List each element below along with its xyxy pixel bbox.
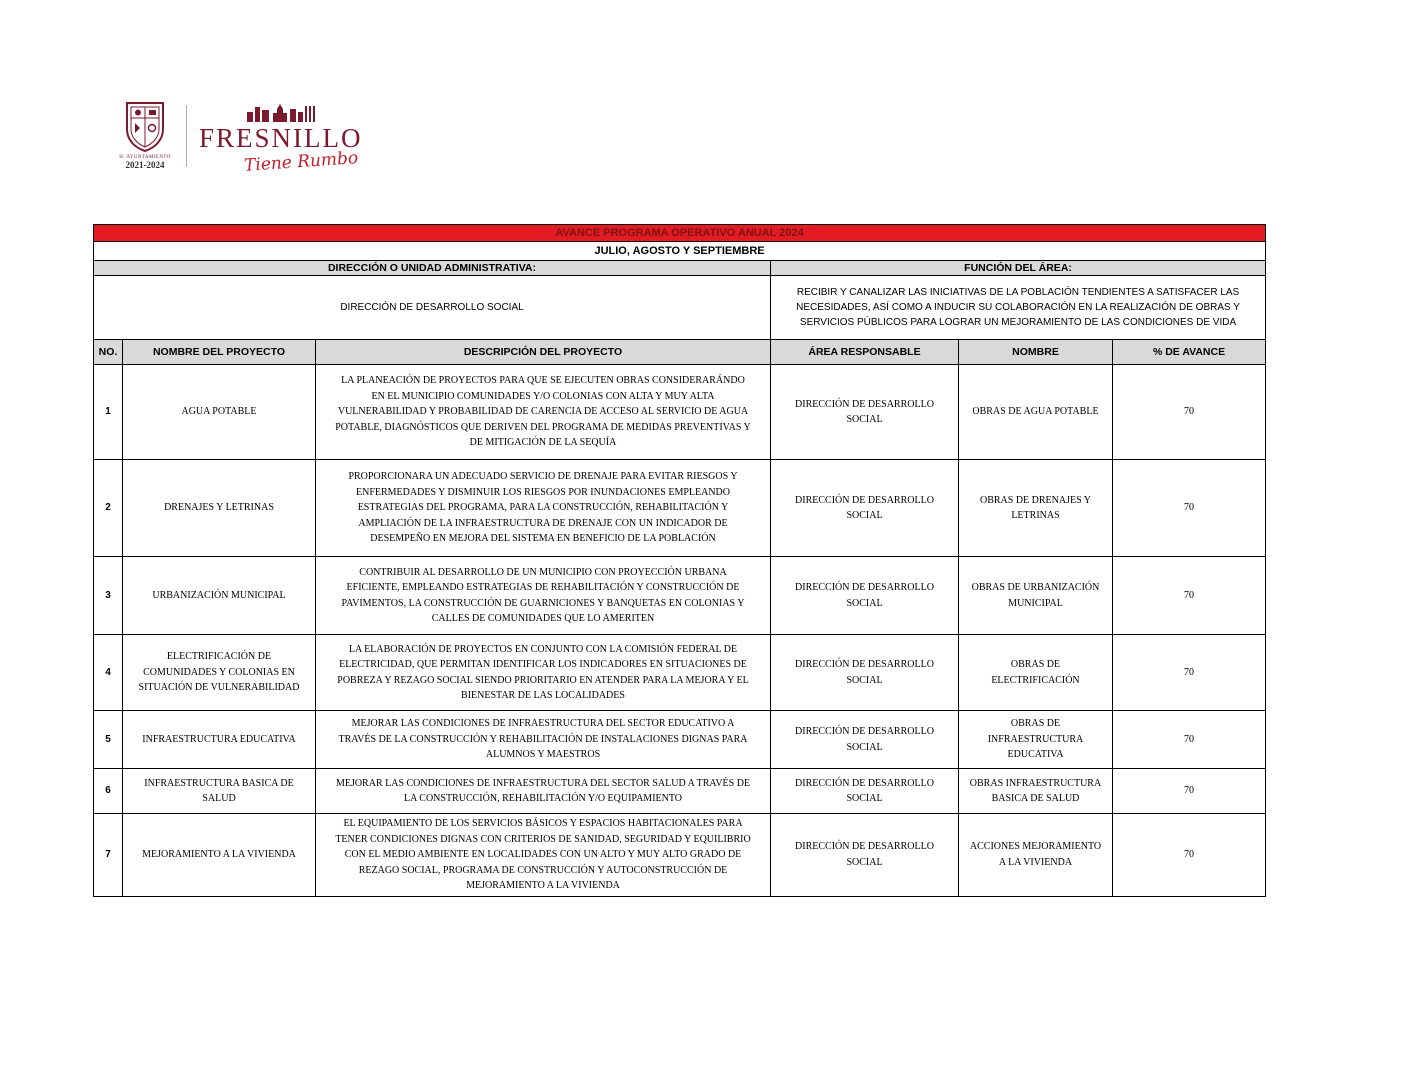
row-number: 6 bbox=[94, 769, 123, 814]
coat-of-arms bbox=[116, 101, 174, 170]
table-row bbox=[94, 557, 1266, 635]
row-description: MEJORAR LAS CONDICIONES DE INFRAESTRUCTURA DEL SECTOR SALUD A TRAVÉS DE LA CONSTRUCCIÓN, REHABILITACIÓN Y/O EQUIPAMIENTO bbox=[316, 769, 771, 814]
row-description: PROPORCIONARA UN ADECUADO SERVICIO DE DRENAJE PARA EVITAR RIESGOS Y ENFERMEDADES Y DISMINUIR LOS RIESGOS POR INUNDACIONES EMPLEANDO ESTRATEGIAS DEL PROGRAMA, PARA LA CONSTRUCCIÓN, REHABILITACIÓN Y AMPLIACIÓN DE LA INFRAESTRUCTURA DE DRENAJE CON UN INDICADOR DE DESEMPEÑO EN MEJORA DEL SISTEMA EN BENEFICIO DE LA POBLACIÓN bbox=[316, 460, 771, 557]
row-description: CONTRIBUIR AL DESARROLLO DE UN MUNICIPIO CON PROYECCIÓN URBANA EFICIENTE, EMPLEANDO ESTRATEGIAS DE REHABILITACIÓN Y CONSTRUCCIÓN DE PAVIMENTOS, LA CONSTRUCCIÓN DE GUARNICIONES Y BANQUETAS EN COLONIAS Y CALLES DE COMUNIDADES QUE LO AMERITEN bbox=[316, 557, 771, 635]
row-area: DIRECCIÓN DE DESARROLLO SOCIAL bbox=[771, 635, 959, 711]
row-progress: 70 bbox=[1113, 557, 1266, 635]
row-progress: 70 bbox=[1113, 769, 1266, 814]
row-area: DIRECCIÓN DE DESARROLLO SOCIAL bbox=[771, 365, 959, 460]
row-obra-name: OBRAS DE DRENAJES Y LETRINAS bbox=[959, 460, 1113, 557]
skyline-icon bbox=[245, 100, 317, 124]
column-header-no: NO. bbox=[94, 340, 123, 365]
section-label-row bbox=[94, 261, 1266, 276]
row-number: 3 bbox=[94, 557, 123, 635]
column-header-avance: % DE AVANCE bbox=[1113, 340, 1266, 365]
column-header-nombre: NOMBRE bbox=[959, 340, 1113, 365]
municipal-logo bbox=[116, 100, 363, 176]
admin-unit-label: DIRECCIÓN O UNIDAD ADMINISTRATIVA: bbox=[94, 261, 771, 276]
row-project-name: AGUA POTABLE bbox=[123, 365, 316, 460]
period-row bbox=[94, 242, 1266, 261]
row-description: LA ELABORACIÓN DE PROYECTOS EN CONJUNTO CON LA COMISIÓN FEDERAL DE ELECTRICIDAD, QUE PERMITAN IDENTIFICAR LOS INDICADORES EN SITUACIONES DE POBREZA Y REZAGO SOCIAL SIENDO PRIORITARIO EN ATENDER PARA LA MEJORA Y EL BIENESTAR DE LAS LOCALIDADES bbox=[316, 635, 771, 711]
brand-name: FRESNILLO bbox=[199, 123, 363, 153]
poa-report-table bbox=[93, 224, 1266, 897]
row-description: EL EQUIPAMIENTO DE LOS SERVICIOS BÁSICOS Y ESPACIOS HABITACIONALES PARA TENER CONDICIONES DIGNAS CON CRITERIOS DE SANIDAD, SEGURIDAD Y EQUILIBRIO CON EL MEDIO AMBIENTE EN LOCALIDADES CON UN ALTO Y MUY ALTO GRADO DE REZAGO SOCIAL, PROGRAMA DE CONSTRUCCIÓN Y AUTOCONSTRUCCIÓN DE MEJORAMIENTO A LA VIVIENDA bbox=[316, 814, 771, 897]
row-project-name: ELECTRIFICACIÓN DE COMUNIDADES Y COLONIAS EN SITUACIÓN DE VULNERABILIDAD bbox=[123, 635, 316, 711]
row-number: 1 bbox=[94, 365, 123, 460]
row-progress: 70 bbox=[1113, 635, 1266, 711]
row-description: MEJORAR LAS CONDICIONES DE INFRAESTRUCTURA DEL SECTOR EDUCATIVO A TRAVÉS DE LA CONSTRUCCIÓN Y REHABILITACIÓN DE INSTALACIONES DIGNAS PARA ALUMNOS Y MAESTROS bbox=[316, 711, 771, 769]
row-area: DIRECCIÓN DE DESARROLLO SOCIAL bbox=[771, 557, 959, 635]
coat-of-arms-icon bbox=[123, 101, 167, 153]
row-description: LA PLANEACIÓN DE PROYECTOS PARA QUE SE EJECUTEN OBRAS CONSIDERARÁNDO EN EL MUNICIPIO COMUNIDADES Y/O COLONIAS CON ALTA Y MUY ALTA VULNERABILIDAD Y PROBABILIDAD DE CARENCIA DE ACCESO AL SERVICIO DE AGUA POTABLE, DIAGNÓSTICOS QUE DERIVEN DEL PROGRAMA DE MEDIDAS PREVENTIVAS Y DE MITIGACIÓN DE LA SEQUÍA bbox=[316, 365, 771, 460]
crest-years: 2021-2024 bbox=[125, 160, 165, 170]
row-obra-name: OBRAS INFRAESTRUCTURA BASICA DE SALUD bbox=[959, 769, 1113, 814]
row-project-name: DRENAJES Y LETRINAS bbox=[123, 460, 316, 557]
column-header-area: ÁREA RESPONSABLE bbox=[771, 340, 959, 365]
row-number: 5 bbox=[94, 711, 123, 769]
report-period: JULIO, AGOSTO Y SEPTIEMBRE bbox=[94, 242, 1266, 261]
admin-unit-value: DIRECCIÓN DE DESARROLLO SOCIAL bbox=[94, 276, 771, 340]
row-area: DIRECCIÓN DE DESARROLLO SOCIAL bbox=[771, 814, 959, 897]
row-project-name: MEJORAMIENTO A LA VIVIENDA bbox=[123, 814, 316, 897]
table-row bbox=[94, 460, 1266, 557]
table-row bbox=[94, 814, 1266, 897]
row-obra-name: ACCIONES MEJORAMIENTO A LA VIVIENDA bbox=[959, 814, 1113, 897]
row-project-name: INFRAESTRUCTURA EDUCATIVA bbox=[123, 711, 316, 769]
table-row bbox=[94, 365, 1266, 460]
column-header-nombre-proyecto: NOMBRE DEL PROYECTO bbox=[123, 340, 316, 365]
table-row bbox=[94, 635, 1266, 711]
column-header-descripcion: DESCRIPCIÓN DEL PROYECTO bbox=[316, 340, 771, 365]
row-progress: 70 bbox=[1113, 460, 1266, 557]
row-obra-name: OBRAS DE INFRAESTRUCTURA EDUCATIVA bbox=[959, 711, 1113, 769]
row-obra-name: OBRAS DE AGUA POTABLE bbox=[959, 365, 1113, 460]
section-value-row bbox=[94, 276, 1266, 340]
row-area: DIRECCIÓN DE DESARROLLO SOCIAL bbox=[771, 769, 959, 814]
report-title: AVANCE PROGRAMA OPERATIVO ANUAL 2024 bbox=[94, 225, 1266, 242]
row-number: 2 bbox=[94, 460, 123, 557]
row-progress: 70 bbox=[1113, 711, 1266, 769]
row-area: DIRECCIÓN DE DESARROLLO SOCIAL bbox=[771, 711, 959, 769]
table-row bbox=[94, 769, 1266, 814]
area-function-label: FUNCIÓN DEL ÁREA: bbox=[771, 261, 1266, 276]
area-function-value: RECIBIR Y CANALIZAR LAS INICIATIVAS DE LA POBLACIÓN TENDIENTES A SATISFACER LAS NECESIDADES, ASÍ COMO A INDUCIR SU COLABORACIÓN EN LA REALIZACIÓN DE OBRAS Y SERVICIOS PÚBLICOS PARA LOGRAR UN MEJORAMIENTO DE LAS CONDICIONES DE VIDA bbox=[771, 276, 1266, 340]
row-progress: 70 bbox=[1113, 814, 1266, 897]
row-project-name: INFRAESTRUCTURA BASICA DE SALUD bbox=[123, 769, 316, 814]
row-project-name: URBANIZACIÓN MUNICIPAL bbox=[123, 557, 316, 635]
row-obra-name: OBRAS DE ELECTRIFICACIÓN bbox=[959, 635, 1113, 711]
brand-logo bbox=[199, 100, 363, 176]
brand-tagline: Tiene Rumbo bbox=[243, 148, 360, 176]
row-obra-name: OBRAS DE URBANIZACIÓN MUNICIPAL bbox=[959, 557, 1113, 635]
logo-divider bbox=[186, 105, 187, 167]
table-row bbox=[94, 711, 1266, 769]
column-header-row bbox=[94, 340, 1266, 365]
row-progress: 70 bbox=[1113, 365, 1266, 460]
row-number: 4 bbox=[94, 635, 123, 711]
row-area: DIRECCIÓN DE DESARROLLO SOCIAL bbox=[771, 460, 959, 557]
crest-caption: H. AYUNTAMIENTO bbox=[119, 155, 171, 160]
row-number: 7 bbox=[94, 814, 123, 897]
title-row bbox=[94, 225, 1266, 242]
